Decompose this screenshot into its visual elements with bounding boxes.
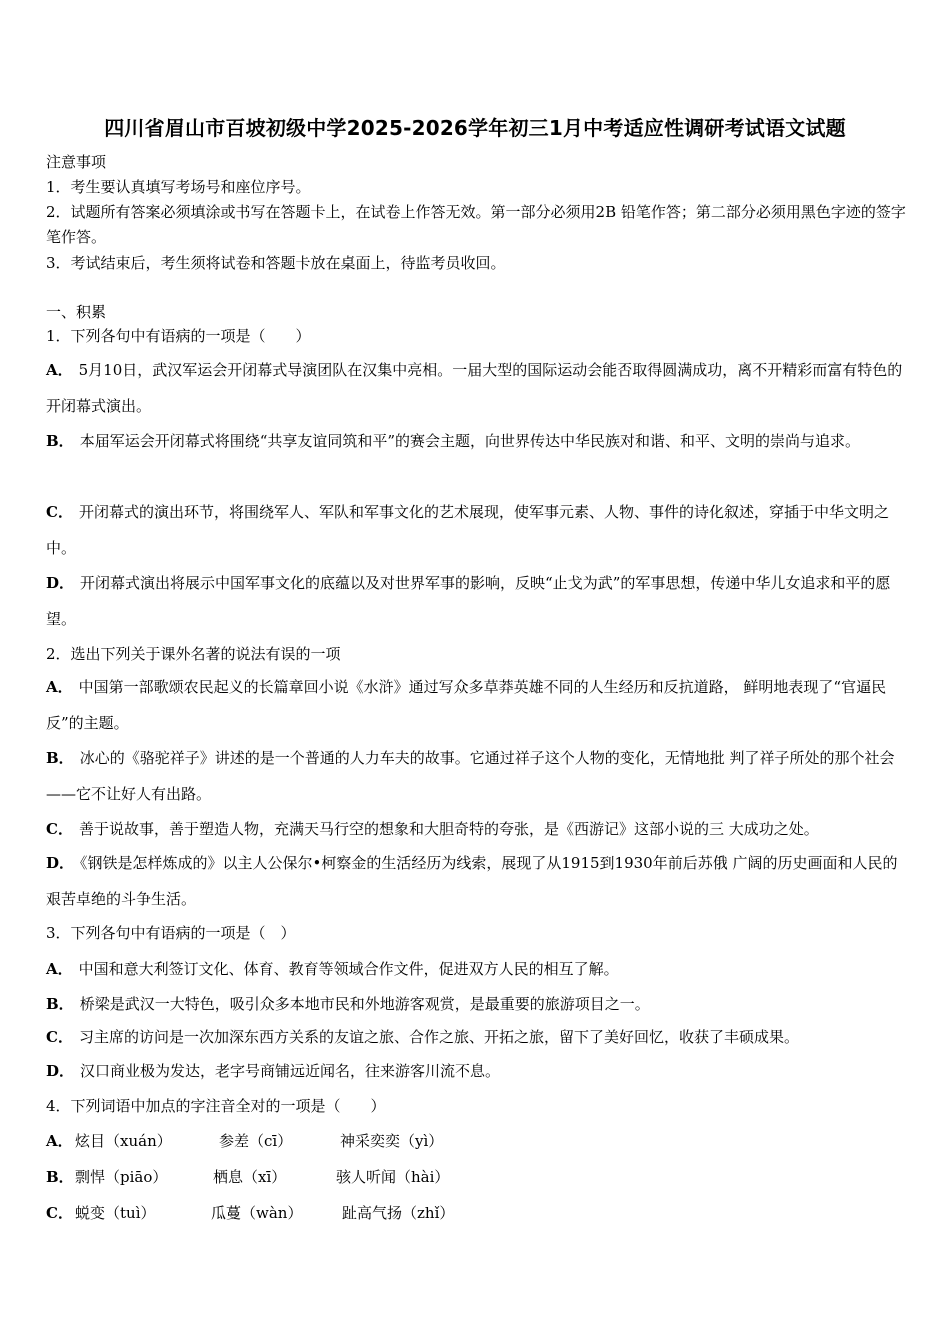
notice-item-3: 3．考试结束后，考生须将试卷和答题卡放在桌面上，待监考员收回。 [46,254,506,272]
option-label: C． [46,503,73,521]
option-label: D． [46,854,75,872]
question-4-stem: 4．下列词语中加点的字注音全对的一项是（ ） [46,1097,386,1115]
section-heading: 一、积累 [46,303,107,321]
question-1-option-c [46,494,906,566]
option-text: 善于说故事，善于塑造人物，充满天马行空的想象和大胆奇特的夸张，是《西游记》这部小说的三 大成功之处。 [78,820,819,838]
option-label: B． [46,749,74,767]
option-label: C． [46,1028,73,1046]
option-text: 习主席的访问是一次加深东西方关系的友谊之旅、合作之旅、开拓之旅，留下了美好回忆，收获了丰硕成果。 [78,1028,799,1046]
question-3-option-d [46,1061,500,1081]
option-text: 汉口商业极为发达，老字号商铺远近闻名，往来游客川流不息。 [80,1062,501,1080]
question-2-option-d [46,845,906,917]
option-text: 开闭幕式演出将展示中国军事文化的底蕴以及对世界军事的影响，反映“止戈为武”的军事思想，传递中华儿女追求和平的愿望。 [46,574,891,628]
question-4-row-b-word-1: 剽悍（piāo） [75,1168,168,1186]
question-4-row-b-label: B． [46,1168,74,1186]
question-1-stem: 1．下列各句中有语病的一项是（ ） [46,327,311,345]
option-text: 本届军运会开闭幕式将围绕“共享友谊同筑和平”的赛会主题，向世界传达中华民族对和谐、和平、文明的崇尚与追求。 [79,432,861,450]
question-4-row-a-word-3: 神采奕奕（yì） [340,1132,444,1150]
notice-item-1: 1．考生要认真填写考场号和座位序号。 [46,178,311,196]
question-4-row-b-word-3: 骇人听闻（hài） [336,1168,450,1186]
question-1-option-b [46,423,906,459]
option-label: A． [46,361,73,379]
question-4-row-c-word-1: 蜕变（tuì） [75,1204,156,1222]
option-label: D． [46,1062,75,1080]
question-4-row-a-word-2: 参差（cī） [219,1132,293,1150]
question-2-option-b [46,740,906,812]
question-3-option-a [46,959,619,979]
option-label: D． [46,574,75,592]
question-4-row-c-word-2: 瓜蔓（wàn） [211,1204,303,1222]
question-1-option-d [46,565,906,637]
option-label: C． [46,820,73,838]
option-text: 中国第一部歌颂农民起义的长篇章回小说《水浒》通过写众多草莽英雄不同的人生经历和反抗道路， 鲜明地表现了“官逼民反”的主题。 [46,678,887,732]
option-text: 中国和意大利签订文化、体育、教育等领域合作文件，促进双方人民的相互了解。 [78,960,619,978]
question-4-row-c-word-3: 趾高气扬（zhǐ） [342,1204,455,1222]
question-1-option-a [46,352,906,424]
page-title: 四川省眉山市百坡初级中学2025-2026学年初三1月中考适应性调研考试语文试题 [104,116,846,140]
question-3-option-b [46,994,650,1014]
notice-item-2: 2．试题所有答案必须填涂或书写在答题卡上，在试卷上作答无效。第一部分必须用2B 铅笔作答；第二部分必须用黑色字迹的签字笔作答。 [46,203,906,246]
question-4-row-b-word-2: 栖息（xī） [213,1168,287,1186]
question-4-row-a-word-1: 炫目（xuán） [75,1132,172,1150]
question-2-option-a [46,669,906,741]
option-text: 开闭幕式的演出环节，将围绕军人、军队和军事文化的艺术展现，使军事元素、人物、事件的诗化叙述，穿插于中华文明之中。 [46,503,889,557]
option-label: B． [46,432,74,450]
option-label: B． [46,995,74,1013]
option-text: 冰心的《骆驼祥子》讲述的是一个普通的人力车夫的故事。它通过祥子这个人物的变化，无情地批 判了祥子所处的那个社会——它不让好人有出路。 [46,749,895,803]
question-3-stem: 3．下列各句中有语病的一项是（ ） [46,924,296,942]
option-text: 《钢铁是怎样炼成的》以主人公保尔•柯察金的生活经历为线索，展现了从1915到1930年前后苏俄 广阔的历史画面和人民的艰苦卓绝的斗争生活。 [46,854,898,908]
question-4-row-c-label: C． [46,1204,73,1222]
question-2-stem: 2．选出下列关于课外名著的说法有误的一项 [46,645,341,663]
option-label: A． [46,960,73,978]
question-3-option-c [46,1027,799,1047]
option-label: A． [46,678,73,696]
option-text: 5月10日，武汉军运会开闭幕式导演团队在汉集中亮相。一届大型的国际运动会能否取得圆满成功，离不开精彩而富有特色的开闭幕式演出。 [46,361,903,415]
option-text: 桥梁是武汉一大特色，吸引众多本地市民和外地游客观赏，是最重要的旅游项目之一。 [79,995,650,1013]
question-2-option-c [46,811,906,847]
question-4-row-a-label: A． [46,1132,73,1150]
notice-heading: 注意事项 [46,153,107,171]
